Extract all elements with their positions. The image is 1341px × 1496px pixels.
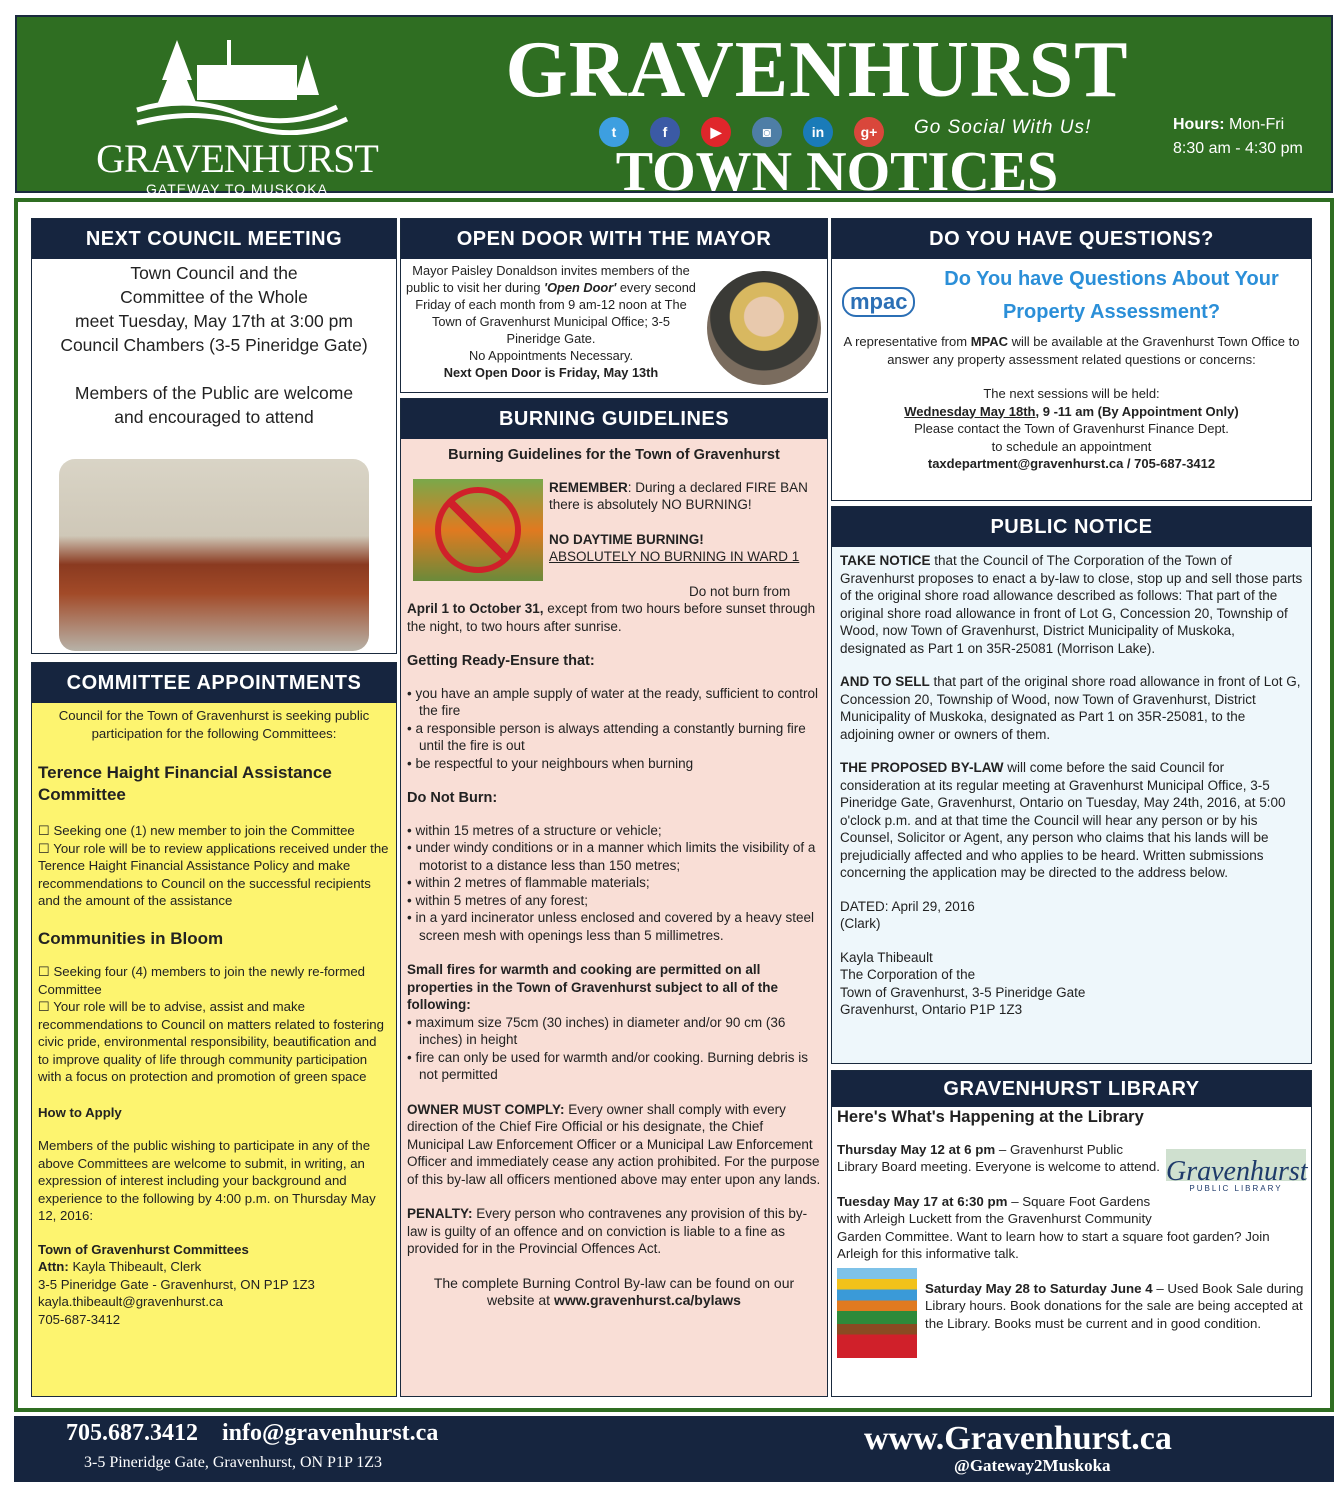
phone: 705-687-3412 — [38, 1311, 121, 1327]
event-what: – Used Book Sale during Library hours. Book donations for the sale are being accepted at the Library. Books must be current and in good condition. — [925, 1280, 1304, 1331]
panel-title: DO YOU HAVE QUESTIONS? — [832, 219, 1311, 259]
twitter-icon[interactable]: t — [599, 117, 629, 147]
list-item: • a responsible person is always attending a constantly burning fire until the fire is out — [407, 720, 821, 755]
council-text: Committee of the Whole — [120, 287, 308, 307]
panel-title: GRAVENHURST LIBRARY — [832, 1071, 1311, 1107]
library-event — [925, 1280, 1306, 1333]
steamship-trees-icon — [77, 35, 397, 135]
council-chamber-photo — [59, 459, 369, 651]
bullet-text: Seeking four (4) members to join the newly re-formed Committee — [38, 964, 366, 997]
no-daytime: NO DAYTIME BURNING! — [549, 531, 704, 547]
go-social-text: Go Social With Us! — [914, 117, 1092, 138]
clerk: (Clark) — [840, 916, 881, 931]
list-item: • be respectful to your neighbours when burning — [407, 755, 821, 773]
finance-contact-link[interactable]: taxdepartment@gravenhurst.ca / 705-687-3412 — [927, 456, 1216, 471]
masthead — [15, 15, 1333, 203]
council-text: and encouraged to attend — [114, 407, 314, 427]
library-logo: Gravenhurst PUBLIC LIBRARY — [1166, 1141, 1306, 1221]
signature: Kayla Thibeault — [840, 949, 933, 965]
address: 3-5 Pineridge Gate - Gravenhurst, ON P1P 1Z3 — [38, 1276, 315, 1292]
list-item: • fire can only be used for warmth and/or cooking. Burning debris is not permitted — [407, 1049, 821, 1084]
footer-address: 3-5 Pineridge Gate, Gravenhurst, ON P1P 1Z3 — [84, 1454, 383, 1471]
small-fires-title: Small fires for warmth and cooking are permitted on all properties in the Town of Gravenhurst subject to all of the following: — [407, 962, 779, 1012]
list-item: • within 15 metres of a structure or vehicle; — [407, 822, 821, 840]
contact-text: to schedule an appointment — [991, 438, 1152, 454]
bylaw-link[interactable]: www.gravenhurst.ca/bylaws — [553, 1292, 741, 1308]
burning-subtitle: Burning Guidelines for the Town of Gravenhurst — [448, 447, 780, 463]
council-text: Town Council and the — [130, 263, 298, 283]
list-item: • under windy conditions or in a manner which limits the visibility of a motorist to a distance less than 150 metres; — [407, 839, 821, 874]
footer — [14, 1416, 1334, 1482]
footer-email[interactable]: info@gravenhurst.ca — [222, 1420, 439, 1446]
list-item: • maximum size 75cm (30 inches) in diameter and/or 90 cm (36 inches) in height — [407, 1014, 821, 1049]
facebook-icon[interactable]: f — [650, 117, 680, 147]
youtube-icon[interactable]: ▶ — [701, 117, 731, 147]
footer-website[interactable]: www.Gravenhurst.ca — [864, 1420, 1172, 1457]
event-what: – Gravenhurst Public Library Board meeting. Everyone is welcome to attend. — [837, 1141, 1160, 1174]
bullet-text: Your role will be to advise, assist and make recommendations to Council on matters related to fostering civic pride, environmental responsibility, beautification and to improve quality of life through community participation with a focus on protection and promotion of green space — [38, 999, 384, 1084]
mayor-text: No Appointments Necessary. — [468, 348, 634, 363]
library-subtitle: Here's What's Happening at the Library — [837, 1108, 1144, 1126]
mayor-text: Mayor Paisley Donaldson invites members of the public to visit her during — [406, 263, 690, 295]
gravenhurst-logo: GRAVENHURST GATEWAY TO MUSKOKA — [77, 35, 397, 195]
footer-phone: 705.687.3412 — [66, 1420, 198, 1446]
how-to-apply-text: Members of the public wishing to participate in any of the above Committees are welcome to submit, in writing, an expression of interest including your background and experience to the following by 4:00 p.m. on Thursday May 12, 2016: — [38, 1138, 376, 1223]
committee-title: Communities in Bloom — [38, 928, 224, 948]
panel-title: OPEN DOOR WITH THE MAYOR — [401, 219, 827, 259]
instagram-icon[interactable]: ◙ — [752, 117, 782, 147]
committee-title: Terence Haight Financial Assistance Committee — [38, 763, 332, 804]
council-text: meet Tuesday, May 17th at 3:00 pm — [75, 311, 353, 331]
masthead-subtitle: TOWN NOTICES — [615, 141, 1059, 203]
mayor-photo — [707, 271, 821, 385]
council-text: Members of the Public are welcome — [74, 383, 354, 403]
books-stack-icon — [837, 1268, 917, 1358]
contact-text: Please contact the Town of Gravenhurst Finance Dept. — [914, 421, 1229, 436]
burning-guidelines-panel: BURNING GUIDELINES Burning Guidelines for the Town of Gravenhurst REMEMBER: During a declared FIRE BAN there is absolutely NO BURNING! NO DAYTIME BURNING! ABSOLUTELY NO BURNING IN WARD 1 Do not burn from April 1 to October 31, except from two hours before sunset through the night, to two hours after sunrise. Getting Ready-Ensure that: • you have an ample supply of water at the ready, sufficient to control the fire • a responsible person is always attending a constantly burning fire until the fire is out • be respectful to your neighbours when burning Do Not Burn: • within 15 metres of a structure or vehicle; • under windy conditions or in a manner which limits the visibility of a motorist to a distance less than 150 metres; • within 2 metres of flammable materials; • within 5 metres of any forest; • in a yard incinerator unless enclosed and covered by a heavy steel screen mesh with openings less than 5 millimetres. Small fires for warmth and cooking are permitted on all properties in the Town of Gravenhurst subject to all of the following: • maximum size 75cm (30 inches) in diameter and/or 90 cm (36 inches) in height • fire can only be used for warmth and/or cooking. Burning debris is not permitted OWNER MUST COMPLY: Every owner shall comply with every direction of the Chief Fire Official or his designate, the Chief Municipal Law Enforcement Officer or a Municipal Law Enforcement Officer and immediately cease any action prohibited. For the purpose of this by-law all officers mentioned above may enter upon any lands. PENALTY: Every person who contravenes any provision of this by-law is guilty of an offence and on conviction is liable to a fine as provided for in the Provincial Offences Act. The complete Burning Control By-law can be found on our website at www.gravenhurst.ca/bylaws — [400, 398, 828, 1397]
email-link[interactable]: kayla.thibeault@gravenhurst.ca — [38, 1294, 223, 1309]
intro-text: Council for the Town of Gravenhurst is seeking public participation for the following Committees: — [58, 708, 370, 741]
library-panel — [831, 1070, 1312, 1397]
event-when: Saturday May 28 to Saturday June 4 — [925, 1280, 1153, 1296]
questions-heading: Do You have Questions About Your — [944, 268, 1279, 290]
do-not-burn-list — [407, 822, 821, 945]
how-to-apply-title: How to Apply — [38, 1104, 122, 1120]
bullet-text: Seeking one (1) new member to join the Committee — [53, 823, 355, 838]
list-item: • you have an ample supply of water at the ready, sufficient to control the fire — [407, 685, 821, 720]
list-item: • within 5 metres of any forest; — [407, 892, 821, 910]
linkedin-icon[interactable]: in — [803, 117, 833, 147]
panel-title: NEXT COUNCIL MEETING — [32, 219, 396, 259]
list-item: • in a yard incinerator unless enclosed and covered by a heavy steel screen mesh with openings less than 5 millimetres. — [407, 909, 821, 944]
council-meeting-panel — [31, 218, 397, 654]
dated: DATED: April 29, 2016 — [840, 898, 975, 914]
questions-heading: Property Assessment? — [1002, 301, 1221, 323]
bullet-text: Your role will be to review applications received under the Terence Haight Financial Assistance Policy and make recommendations to Council on the successful recipients and the amount of the assistance — [38, 840, 389, 908]
small-fires-list — [407, 1014, 821, 1084]
signature: Town of Gravenhurst, 3-5 Pineridge Gate — [840, 984, 1086, 1000]
committee-appointments-panel: COMMITTEE APPOINTMENTS Council for the Town of Gravenhurst is seeking public participation for the following Committees: Terence Haight Financial Assistance Committee ☐ Seeking one (1) new member to join the Committee ☐ Your role will be to review applications received under the Terence Haight Financial Assistance Policy and make recommendations to Council on the successful recipients and the amount of the assistance Communities in Bloom ☐ Seeking four (4) members to join the newly re-formed Committee ☐ Your role will be to advise, assist and make recommendations to Council on matters related to fostering civic pride, environmental responsibility, beautification and to improve quality of life through community participation with a focus on protection and promotion of green space How to Apply Members of the public wishing to participate in any of the above Committees are welcome to submit, in writing, an expression of interest including your background and experience to the following by 4:00 p.m. on Thursday May 12, 2016: Town of Gravenhurst Committees Attn: Kayla Thibeault, Clerk 3-5 Pineridge Gate - Gravenhurst, ON P1P 1Z3 kayla.thibeault@gravenhurst.ca 705-687-3412 — [31, 662, 397, 1397]
mayor-text: every second Friday of each month from 9 am-12 noon at The Town of Gravenhurst Municipal Office; 3-5 Pineridge Gate. — [415, 280, 696, 346]
sessions-text: The next sessions will be held: — [983, 386, 1160, 401]
address-title: Town of Gravenhurst Committees — [38, 1241, 249, 1257]
mpac-logo: mpac — [842, 287, 915, 317]
open-door-panel: OPEN DOOR WITH THE MAYOR Mayor Paisley Donaldson invites members of the public to visit her during 'Open Door' every second Friday of each month from 9 am-12 noon at The Town of Gravenhurst Municipal Office; 3-5 Pineridge Gate. No Appointments Necessary. Next Open Door is Friday, May 13th — [400, 218, 828, 393]
google-plus-icon[interactable]: g+ — [854, 117, 884, 147]
council-text: Council Chambers (3-5 Pineridge Gate) — [60, 335, 368, 355]
no-burning-icon — [413, 479, 543, 581]
panel-title: BURNING GUIDELINES — [401, 399, 827, 439]
next-open-door: Next Open Door is Friday, May 13th — [443, 365, 659, 380]
ready-list — [407, 685, 821, 773]
ward1: ABSOLUTELY NO BURNING IN WARD 1 — [549, 549, 800, 564]
event-when: Thursday May 12 at 6 pm — [837, 1141, 996, 1157]
section-title: Getting Ready-Ensure that: — [407, 653, 595, 669]
signature: Gravenhurst, Ontario P1P 1Z3 — [840, 1002, 1023, 1017]
section-title: Do Not Burn: — [407, 790, 498, 806]
questions-panel: DO YOU HAVE QUESTIONS? mpac Do You have Questions About Your Property Assessment? A representative from MPAC will be available at the Gravenhurst Town Office to answer any property assessment related questions or concerns: The next sessions will be held: Wednesday May 18th, 9 -11 am (By Appointment Only) Please contact the Town of Gravenhurst Finance Dept. to schedule an appointment taxdepartment@gravenhurst.ca / 705-687-3412 — [831, 218, 1312, 501]
office-hours: Hours: Mon-Fri 8:30 am - 4:30 pm — [1173, 116, 1303, 157]
masthead-title: GRAVENHURST — [505, 26, 1129, 114]
panel-title: COMMITTEE APPOINTMENTS — [32, 663, 396, 703]
panel-title: PUBLIC NOTICE — [832, 507, 1311, 547]
footer-handle[interactable]: @Gateway2Muskoka — [954, 1456, 1111, 1475]
list-item: • within 2 metres of flammable materials; — [407, 874, 821, 892]
signature: The Corporation of the — [840, 967, 976, 982]
event-when: Tuesday May 17 at 6:30 pm — [837, 1193, 1008, 1209]
public-notice-panel: PUBLIC NOTICE TAKE NOTICE that the Council of The Corporation of the Town of Gravenhurst proposes to enact a by-law to close, stop up and sell those parts of the original shore road allowance described as follows: That part of the original shore road allowance in front of Lot G, Concession 20, Township of Wood, now Town of Gravenhurst, District Municipality of Muskoka, designated as Part 1 on 35R-25081 (Morrison Lake). AND TO SELL that part of the original shore road allowance in front of Lot G, Concession 20, Township of Wood, now Town of Gravenhurst, District Municipality of Muskoka, designated as Part 1 on 35R-25081, to the adjoining owner or owners of them. THE PROPOSED BY-LAW will come before the said Council for consideration at its regular meeting at Gravenhurst Municipal Office, 3-5 Pineridge Gate, Gravenhurst, Ontario on Tuesday, May 24th, 2016, at 5:00 o'clock p.m. and at that time the Council will hear any person or by his Counsel, Solicitor or Agent, any person who claims that his lands will be prejudicially affected and who applies to be heard. Written submissions concerning the application may be directed to the address below. DATED: April 29, 2016 (Clark) Kayla Thibeault The Corporation of the Town of Gravenhurst, 3-5 Pineridge Gate Gravenhurst, Ontario P1P 1Z3 — [831, 506, 1312, 1064]
event-what: – Square Foot Gardens with Arleigh Luckett from the Gravenhurst Community Garden Committee. Want to learn how to start a square foot garden? Join Arleigh for this informative talk. — [837, 1193, 1270, 1261]
